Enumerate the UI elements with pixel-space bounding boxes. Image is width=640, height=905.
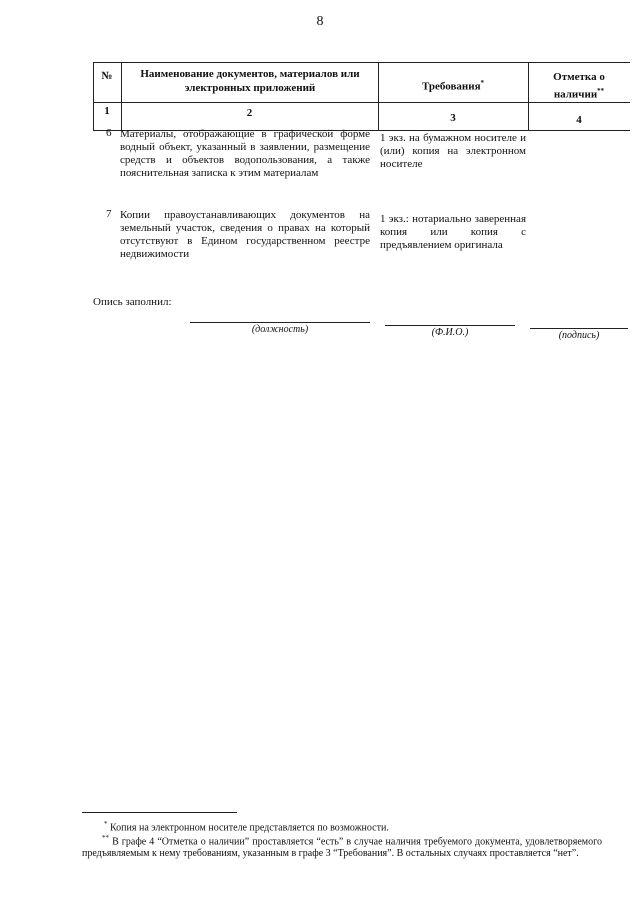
documents-table-header [93, 62, 630, 130]
signature-label: Опись заполнил: [93, 296, 172, 308]
header-document-name: Наименование документов, материалов или электронных приложений [140, 68, 360, 94]
row-6-requirements: 1 экз. на бумажном носителе и (или) копия на электронном носителе [380, 132, 526, 170]
row-7-name: Копии правоустанавливающих документов на земельный участок, сведения о правах на который отсутствуют в Едином государственном реестре недвижимости [120, 209, 370, 260]
header-number: № [101, 70, 113, 82]
page-number: 8 [316, 14, 324, 29]
column-divider-1 [121, 62, 122, 130]
table-top-border [93, 62, 630, 63]
sign-caption: (подпись) [558, 330, 600, 341]
row-6-number: 6 [106, 127, 112, 139]
footnote-1: * Копия на электронном носителе представляется по возможности. [104, 820, 389, 834]
row-7-number: 7 [106, 208, 112, 220]
footnote-2: ** В графе 4 “Отметка о наличии” проставляется “есть” в случае наличия требуемого документа, удовлетворяемого предъявляемым к нему требованиям, указанным в графе 3 “Требования”. В остальных случаях проставляется “нет”. [82, 834, 602, 860]
position-caption: (должность) [251, 324, 309, 335]
column-number-4: 4 [576, 114, 582, 126]
column-number-2: 2 [246, 107, 253, 119]
name-line [385, 325, 515, 326]
table-header-divider [93, 102, 630, 103]
signature-line [530, 328, 628, 329]
header-requirements: Требования* [421, 79, 485, 93]
row-7-requirements: 1 экз.: нотариально заверенная копия или копия с предъявлением оригинала [380, 213, 526, 251]
name-caption: (Ф.И.О.) [431, 327, 469, 338]
row-6-name: Материалы, отображающие в графической форме водный объект, указанный в заявлении, размещение средств и объектов водопользования, а также пояснительная записка к этим материалам [120, 128, 370, 179]
header-presence: Отметка о наличии** [553, 71, 605, 101]
footnote-rule [82, 812, 237, 813]
column-number-3: 3 [450, 112, 456, 124]
column-number-1: 1 [104, 105, 110, 117]
position-line [190, 322, 370, 323]
